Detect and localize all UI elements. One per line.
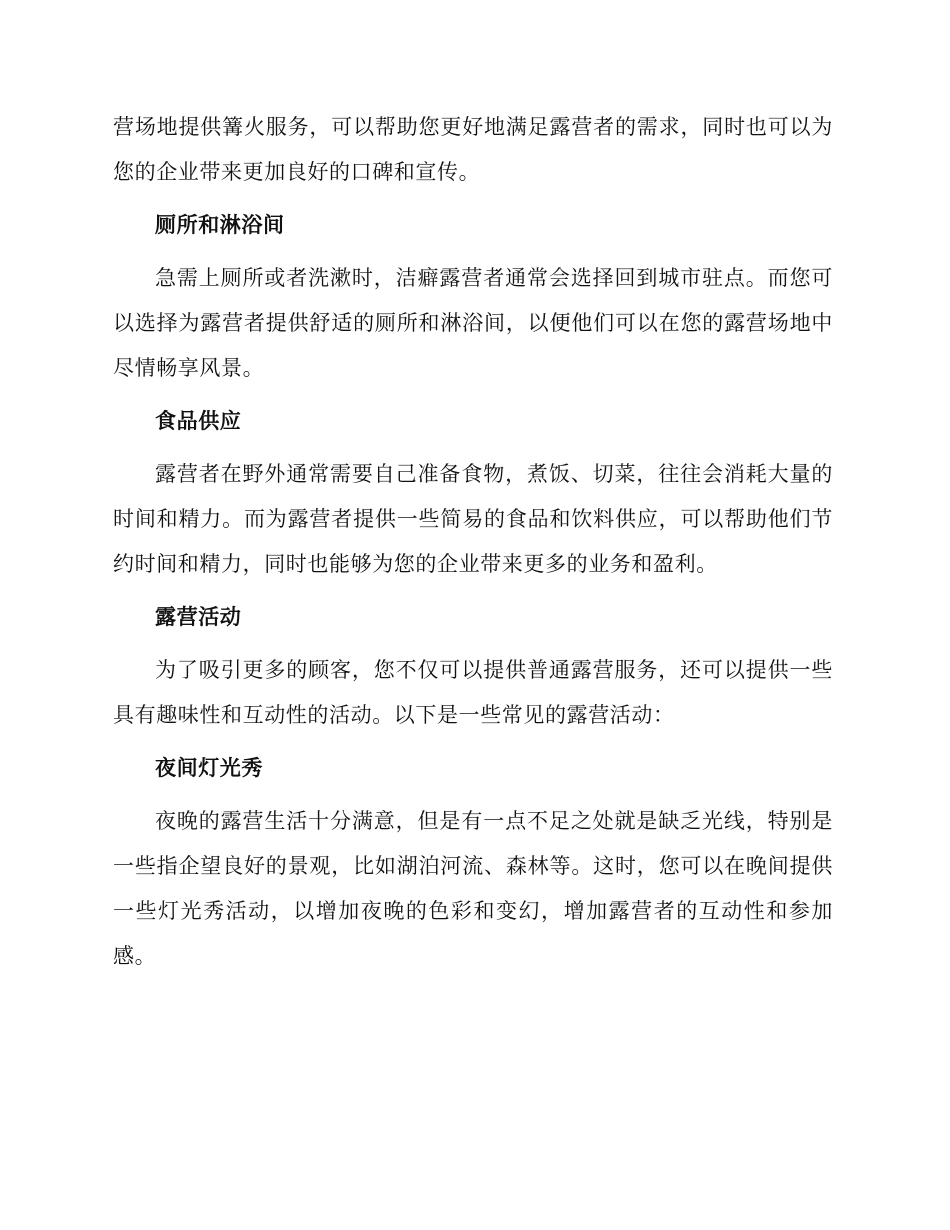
heading-toilets-showers: 厕所和淋浴间 <box>155 213 285 237</box>
paragraph-food-supply: 露营者在野外通常需要自己准备食物，煮饭、切菜，往往会消耗大量的时间和精力。而为露营者提供一些简易的食品和饮料供应，可以帮助他们节约时间和精力，同时也能够为您的企业带来更多的业务和盈利。 <box>113 462 833 576</box>
paragraph-toilets-showers: 急需上厕所或者洗漱时，洁癖露营者通常会选择回到城市驻点。而您可以选择为露营者提供舒适的厕所和淋浴间，以便他们可以在您的露营场地中尽情畅享风景。 <box>113 266 833 380</box>
document-page <box>113 105 833 987</box>
heading-food-supply: 食品供应 <box>155 409 242 433</box>
paragraph-campfire-continued: 营场地提供篝火服务，可以帮助您更好地满足露营者的需求，同时也可以为您的企业带来更加良好的口碑和宣传。 <box>113 115 833 184</box>
heading-camping-activities: 露营活动 <box>155 605 242 629</box>
paragraph-night-light-show: 夜晚的露营生活十分满意，但是有一点不足之处就是缺乏光线，特别是一些指企望良好的景观，比如湖泊河流、森林等。这时，您可以在晚间提供一些灯光秀活动，以增加夜晚的色彩和变幻，增加露营者的互动性和参加感。 <box>113 809 833 968</box>
paragraph-camping-activities: 为了吸引更多的顾客，您不仅可以提供普通露营服务，还可以提供一些具有趣味性和互动性的活动。以下是一些常见的露营活动： <box>113 658 833 727</box>
heading-night-light-show: 夜间灯光秀 <box>155 756 263 780</box>
